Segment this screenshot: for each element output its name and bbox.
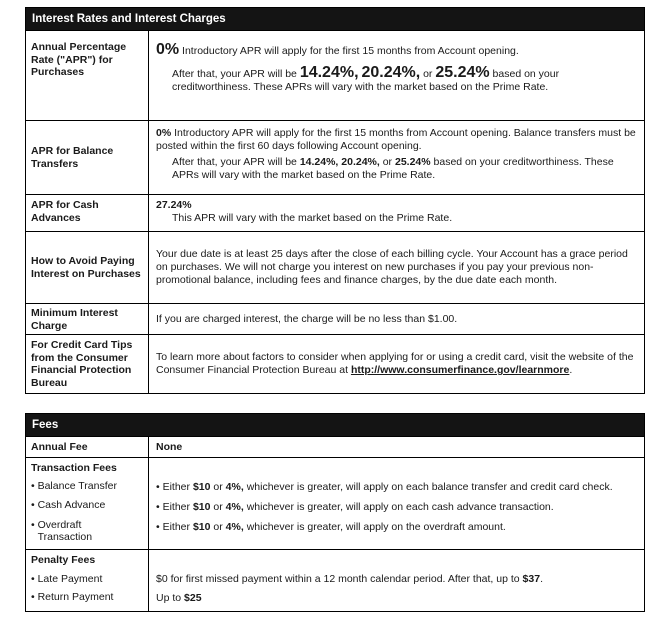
transaction-fees-label: Transaction Fees [31, 462, 117, 474]
penalty-fees-label-cell [26, 550, 149, 611]
balance-intro-rate: 0% [156, 127, 172, 139]
minimum-interest-label: Minimum Interest Charge [26, 304, 149, 334]
penalty-fees-values [149, 550, 644, 611]
return-payment-label: • Return Payment [31, 591, 114, 603]
return-payment-fee: Up to $25 [156, 592, 202, 604]
fees-header: Fees [26, 414, 644, 436]
cash-advance-apr-label: APR for Cash Advances [26, 195, 149, 231]
avoid-interest-label: How to Avoid Paying Interest on Purchases [26, 232, 149, 303]
avoid-interest-row [26, 231, 644, 303]
purchases-apr-label: Annual Percentage Rate ("APR") for Purchases [26, 31, 149, 120]
cash-advance-fee-label: • Cash Advance [31, 499, 106, 511]
minimum-interest-row [26, 303, 644, 334]
interest-rates-table [25, 7, 645, 394]
transaction-fees-label-cell [26, 458, 149, 549]
purchases-rate-2: 20.24%, [361, 64, 421, 81]
balance-transfer-fee: • Either $10 or 4%, whichever is greater, will apply on each balance transfer and credit card check. [156, 481, 613, 493]
annual-fee-value: None [156, 440, 183, 453]
purchases-apr-value: 0% Introductory APR will apply for the first 15 months from Account opening. After that, your APR will be 14.24%, 20.24%, or 25.24% based on your creditworthiness. These APRs will vary with the market based on the Prime Rate. [156, 41, 560, 93]
purchases-intro-rate: 0% [156, 41, 180, 58]
cash-advance-apr-row [26, 194, 644, 231]
transaction-fees-values [149, 458, 644, 549]
overdraft-fee: • Either $10 or 4%, whichever is greater, will apply on the overdraft amount. [156, 521, 506, 533]
late-payment-fee: $0 for first missed payment within a 12 month calendar period. After that, up to $37. [156, 573, 543, 585]
cash-advance-fee: • Either $10 or 4%, whichever is greater, will apply on each cash advance transaction. [156, 501, 554, 513]
late-payment-label: • Late Payment [31, 572, 103, 585]
interest-rates-header: Interest Rates and Interest Charges [26, 8, 644, 30]
avoid-interest-text: Your due date is at least 25 days after the close of each billing cycle. Your Account has a grace period on purchases. We will not charge you interest on new purchases if you pay your previous non-promotional balance, including fees and finance charges, by the due date each month. [156, 248, 628, 286]
overdraft-fee-label: • Overdraft Transaction [31, 518, 93, 543]
balance-transfer-apr-value: 0% Introductory APR will apply for the first 15 months from Account opening. Balance transfers must be posted within the first 60 days following Account opening. After that, your APR will be 14.24%, 20.24%, or 25.24% based on your creditworthiness. These APRs will vary with the market based on the Prime Rate. [156, 127, 636, 181]
credit-card-tips-label: For Credit Card Tips from the Consumer Financial Protection Bureau [26, 335, 149, 393]
cash-advance-apr-value: 27.24% This APR will vary with the market based on the Prime Rate. [156, 199, 453, 224]
cfpb-link[interactable]: http://www.consumerfinance.gov/learnmore [350, 364, 570, 376]
transaction-fees-row [26, 457, 644, 549]
purchases-rate-1: 14.24%, [299, 64, 359, 81]
annual-fee-label: Annual Fee [26, 437, 149, 457]
penalty-fees-row [26, 549, 644, 611]
balance-transfer-apr-label: APR for Balance Transfers [26, 121, 149, 194]
penalty-fees-label: Penalty Fees [31, 554, 96, 566]
credit-card-tips-value: To learn more about factors to consider when applying for or using a credit card, visit the website of the Consumer Financial Protection Bureau at http://www.consumerfinance.gov/learnmore. [156, 351, 634, 376]
purchases-rate-3: 25.24% [435, 64, 490, 81]
minimum-interest-text: If you are charged interest, the charge will be no less than $1.00. [156, 312, 458, 325]
cash-advance-rate: 27.24% [156, 199, 192, 211]
balance-transfer-apr-row [26, 120, 644, 194]
annual-fee-row [26, 436, 644, 457]
credit-card-tips-row [26, 334, 644, 393]
purchases-apr-row [26, 30, 644, 120]
fees-table [25, 413, 645, 612]
balance-transfer-fee-label: • Balance Transfer [31, 479, 117, 492]
